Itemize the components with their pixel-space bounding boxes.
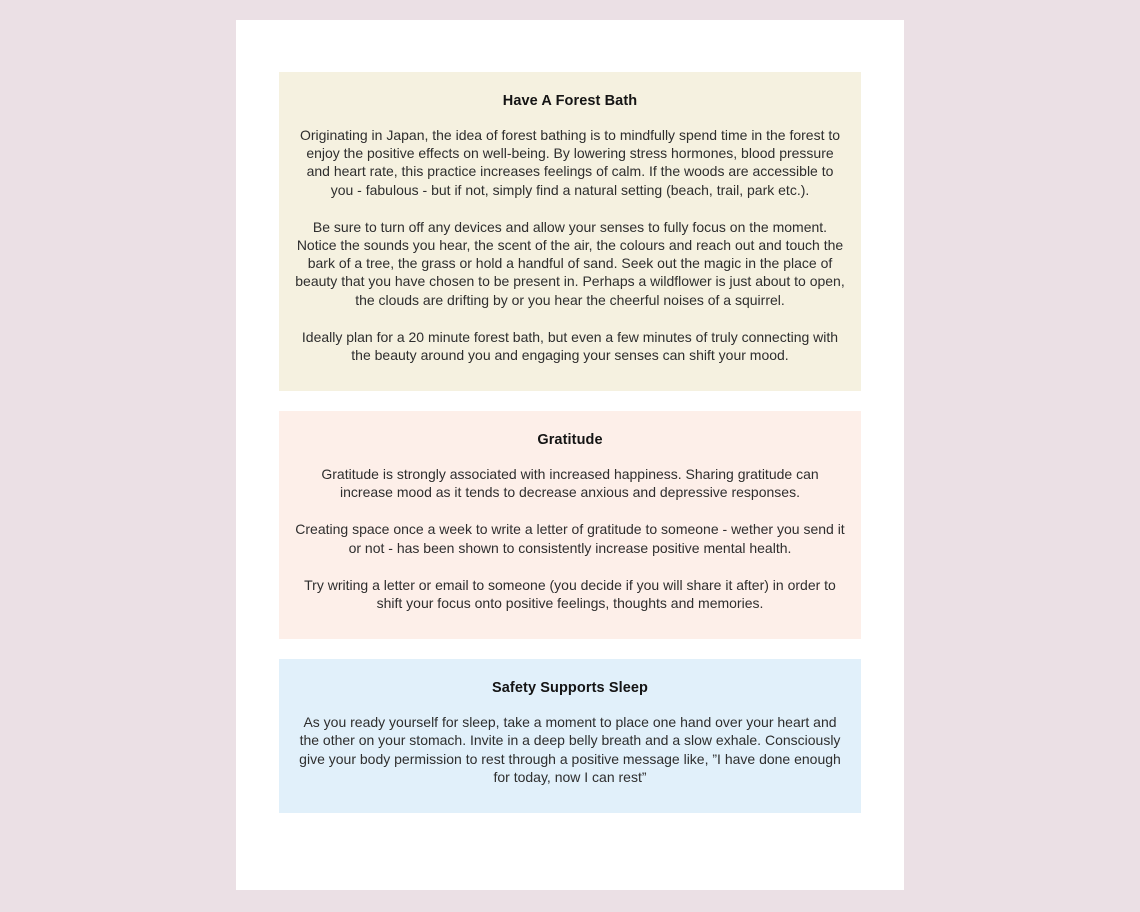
safety-sleep-paragraph-1: As you ready yourself for sleep, take a moment to place one hand over your heart and the other on your stomach. Invite in a deep belly breath and a slow exhale. Consciously give your body permission to rest through a positive message like, ”I have done enough for today, now I can rest” — [299, 714, 841, 785]
section-safety-supports-sleep — [279, 659, 861, 813]
gratitude-paragraph-2: Creating space once a week to write a letter of gratitude to someone - wether you send it or not - has been shown to consistently increase positive mental health. — [295, 521, 845, 556]
section-title-gratitude: Gratitude — [537, 432, 603, 449]
gratitude-paragraph-3: Try writing a letter or email to someone (you decide if you will share it after) in order to shift your focus onto positive feelings, thoughts and memories. — [304, 576, 836, 611]
document-sheet — [236, 20, 904, 890]
section-gratitude — [279, 411, 861, 639]
gratitude-paragraph-1: Gratitude is strongly associated with increased happiness. Sharing gratitude can increase mood as it tends to decrease anxious and depressive responses. — [321, 466, 819, 501]
forest-bath-paragraph-1: Originating in Japan, the idea of forest bathing is to mindfully spend time in the forest to enjoy the positive effects on well-being. By lowering stress hormones, blood pressure and heart rate, this practice increases feelings of calm. If the woods are accessible to you - fabulous - but if not, simply find a natural setting (beach, trail, park etc.). — [299, 127, 841, 198]
section-title-safety-sleep: Safety Supports Sleep — [492, 680, 648, 697]
section-title-forest-bath: Have A Forest Bath — [502, 93, 638, 109]
forest-bath-paragraph-3: Ideally plan for a 20 minute forest bath, but even a few minutes of truly connecting with the beauty around you and engaging your senses can shift your mood. — [301, 328, 839, 363]
forest-bath-paragraph-2: Be sure to turn off any devices and allow your senses to fully focus on the moment. Notice the sounds you hear, the scent of the air, the colours and reach out and touch the bark of a tree, the grass or hold a handful of sand. Seek out the magic in the place of beauty that you have chosen to be present in. Perhaps a wildflower is just about to open, the clouds are drifting by or you hear the cheerful noises of a squirrel. — [295, 218, 845, 308]
section-have-a-forest-bath — [279, 72, 861, 391]
